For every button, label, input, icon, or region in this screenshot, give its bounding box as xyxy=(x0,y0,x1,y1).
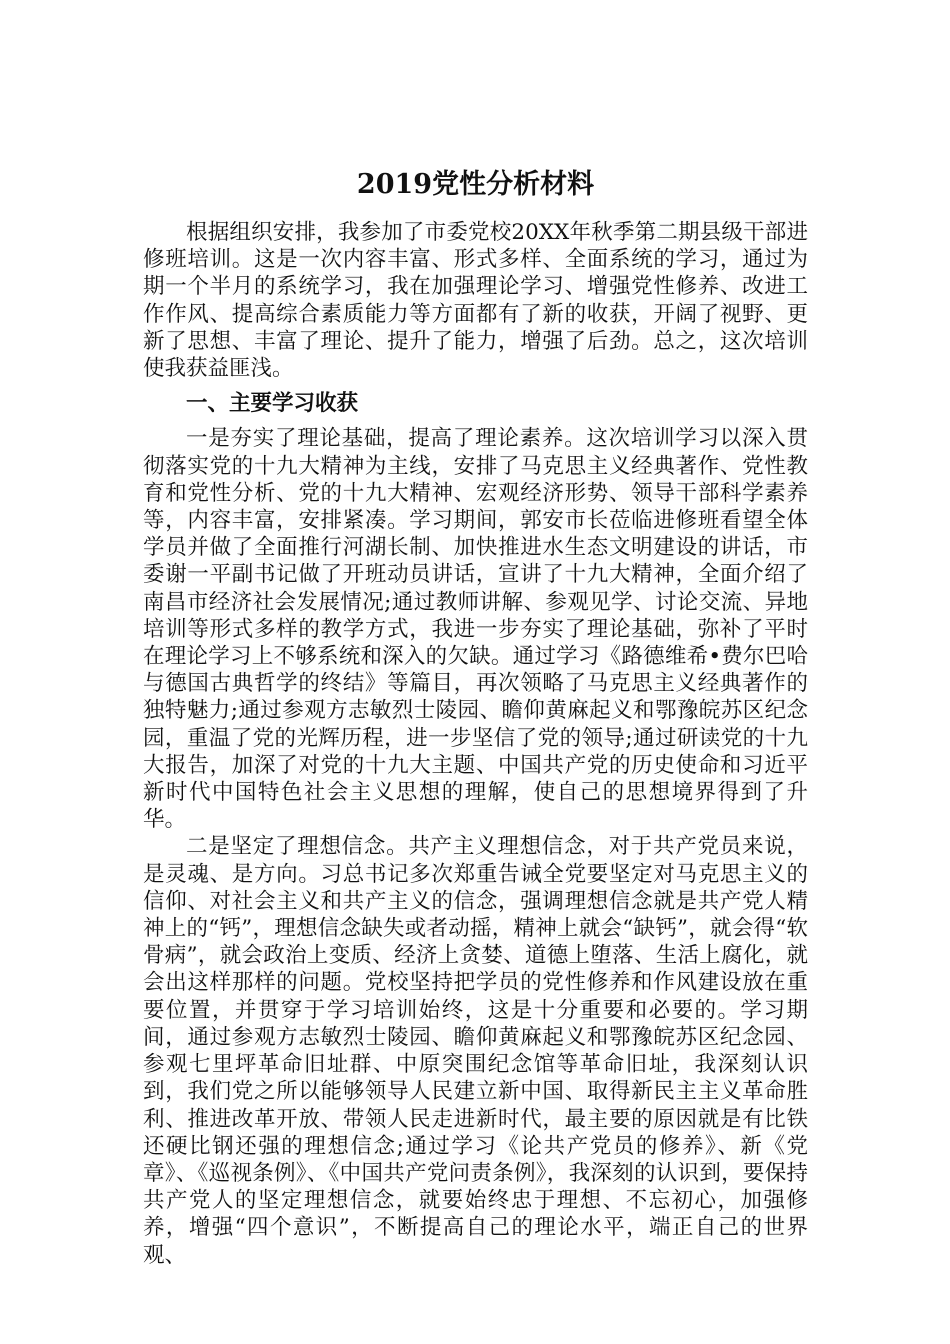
document-page xyxy=(143,165,808,1269)
paragraph-1: 一是夯实了理论基础，提高了理论素养。这次培训学习以深入贯彻落实党的十九大精神为主线，安排了马克思主义经典著作、党性教育和党性分析、党的十九大精神、宏观经济形势、领导干部科学素养等，内容丰富，安排紧凑。学习期间，郭安市长莅临进修班看望全体学员并做了全面推行河湖长制、加快推进水生态文明建设的讲话，市委谢一平副书记做了开班动员讲话，宣讲了十九大精神，全面介绍了南昌市经济社会发展情况;通过教师讲解、参观见学、讨论交流、异地培训等形式多样的教学方式，我进一步夯实了理论基础，弥补了平时在理论学习上不够系统和深入的欠缺。通过学习《路德维希•费尔巴哈与德国古典哲学的终结》等篇目，再次领略了马克思主义经典著作的独特魅力;通过参观方志敏烈士陵园、瞻仰黄麻起义和鄂豫皖苏区纪念园，重温了党的光辉历程，进一步坚信了党的领导;通过研读党的十九大报告，加深了对党的十九大主题、中国共产党的历史使命和习近平新时代中国特色社会主义思想的理解，使自己的思想境界得到了升华。 xyxy=(143,426,808,833)
section-heading: 一、主要学习收获 xyxy=(186,391,359,417)
document-title: 2019党性分析材料 xyxy=(356,169,595,200)
paragraph-2: 二是坚定了理想信念。共产主义理想信念，对于共产党员来说，是灵魂、是方向。习总书记多次郑重告诫全党要坚定对马克思主义的信仰、对社会主义和共产主义的信念，强调理想信念就是共产党人精神上的“钙”，理想信念缺失或者动摇，精神上就会“缺钙”，就会得“软骨病”，就会政治上变质、经济上贪婪、道德上堕落、生活上腐化，就会出这样那样的问题。党校坚持把学员的党性修养和作风建设放在重要位置，并贯穿于学习培训始终，这是十分重要和必要的。学习期间，通过参观方志敏烈士陵园、瞻仰黄麻起义和鄂豫皖苏区纪念园、参观七里坪革命旧址群、中原突围纪念馆等革命旧址，我深刻认识到，我们党之所以能够领导人民建立新中国、取得新民主主义革命胜利、推进改革开放、带领人民走进新时代，最主要的原因就是有比铁还硬比钢还强的理想信念;通过学习《论共产党员的修养》、新《党章》、《巡视条例》、《中国共产党问责条例》，我深刻的认识到，要保持共产党人的坚定理想信念，就要始终忠于理想、不忘初心，加强修养，增强“四个意识”，不断提高自己的理论水平，端正自己的世界观、 xyxy=(143,834,808,1268)
intro-paragraph: 根据组织安排，我参加了市委党校20XX年秋季第二期县级干部进修班培训。这是一次内容丰富、形式多样、全面系统的学习，通过为期一个半月的系统学习，我在加强理论学习、增强党性修养、改进工作作风、提高综合素质能力等方面都有了新的收获，开阔了视野、更新了思想、丰富了理论、提升了能力，增强了后劲。总之，这次培训使我获益匪浅。 xyxy=(143,220,808,382)
